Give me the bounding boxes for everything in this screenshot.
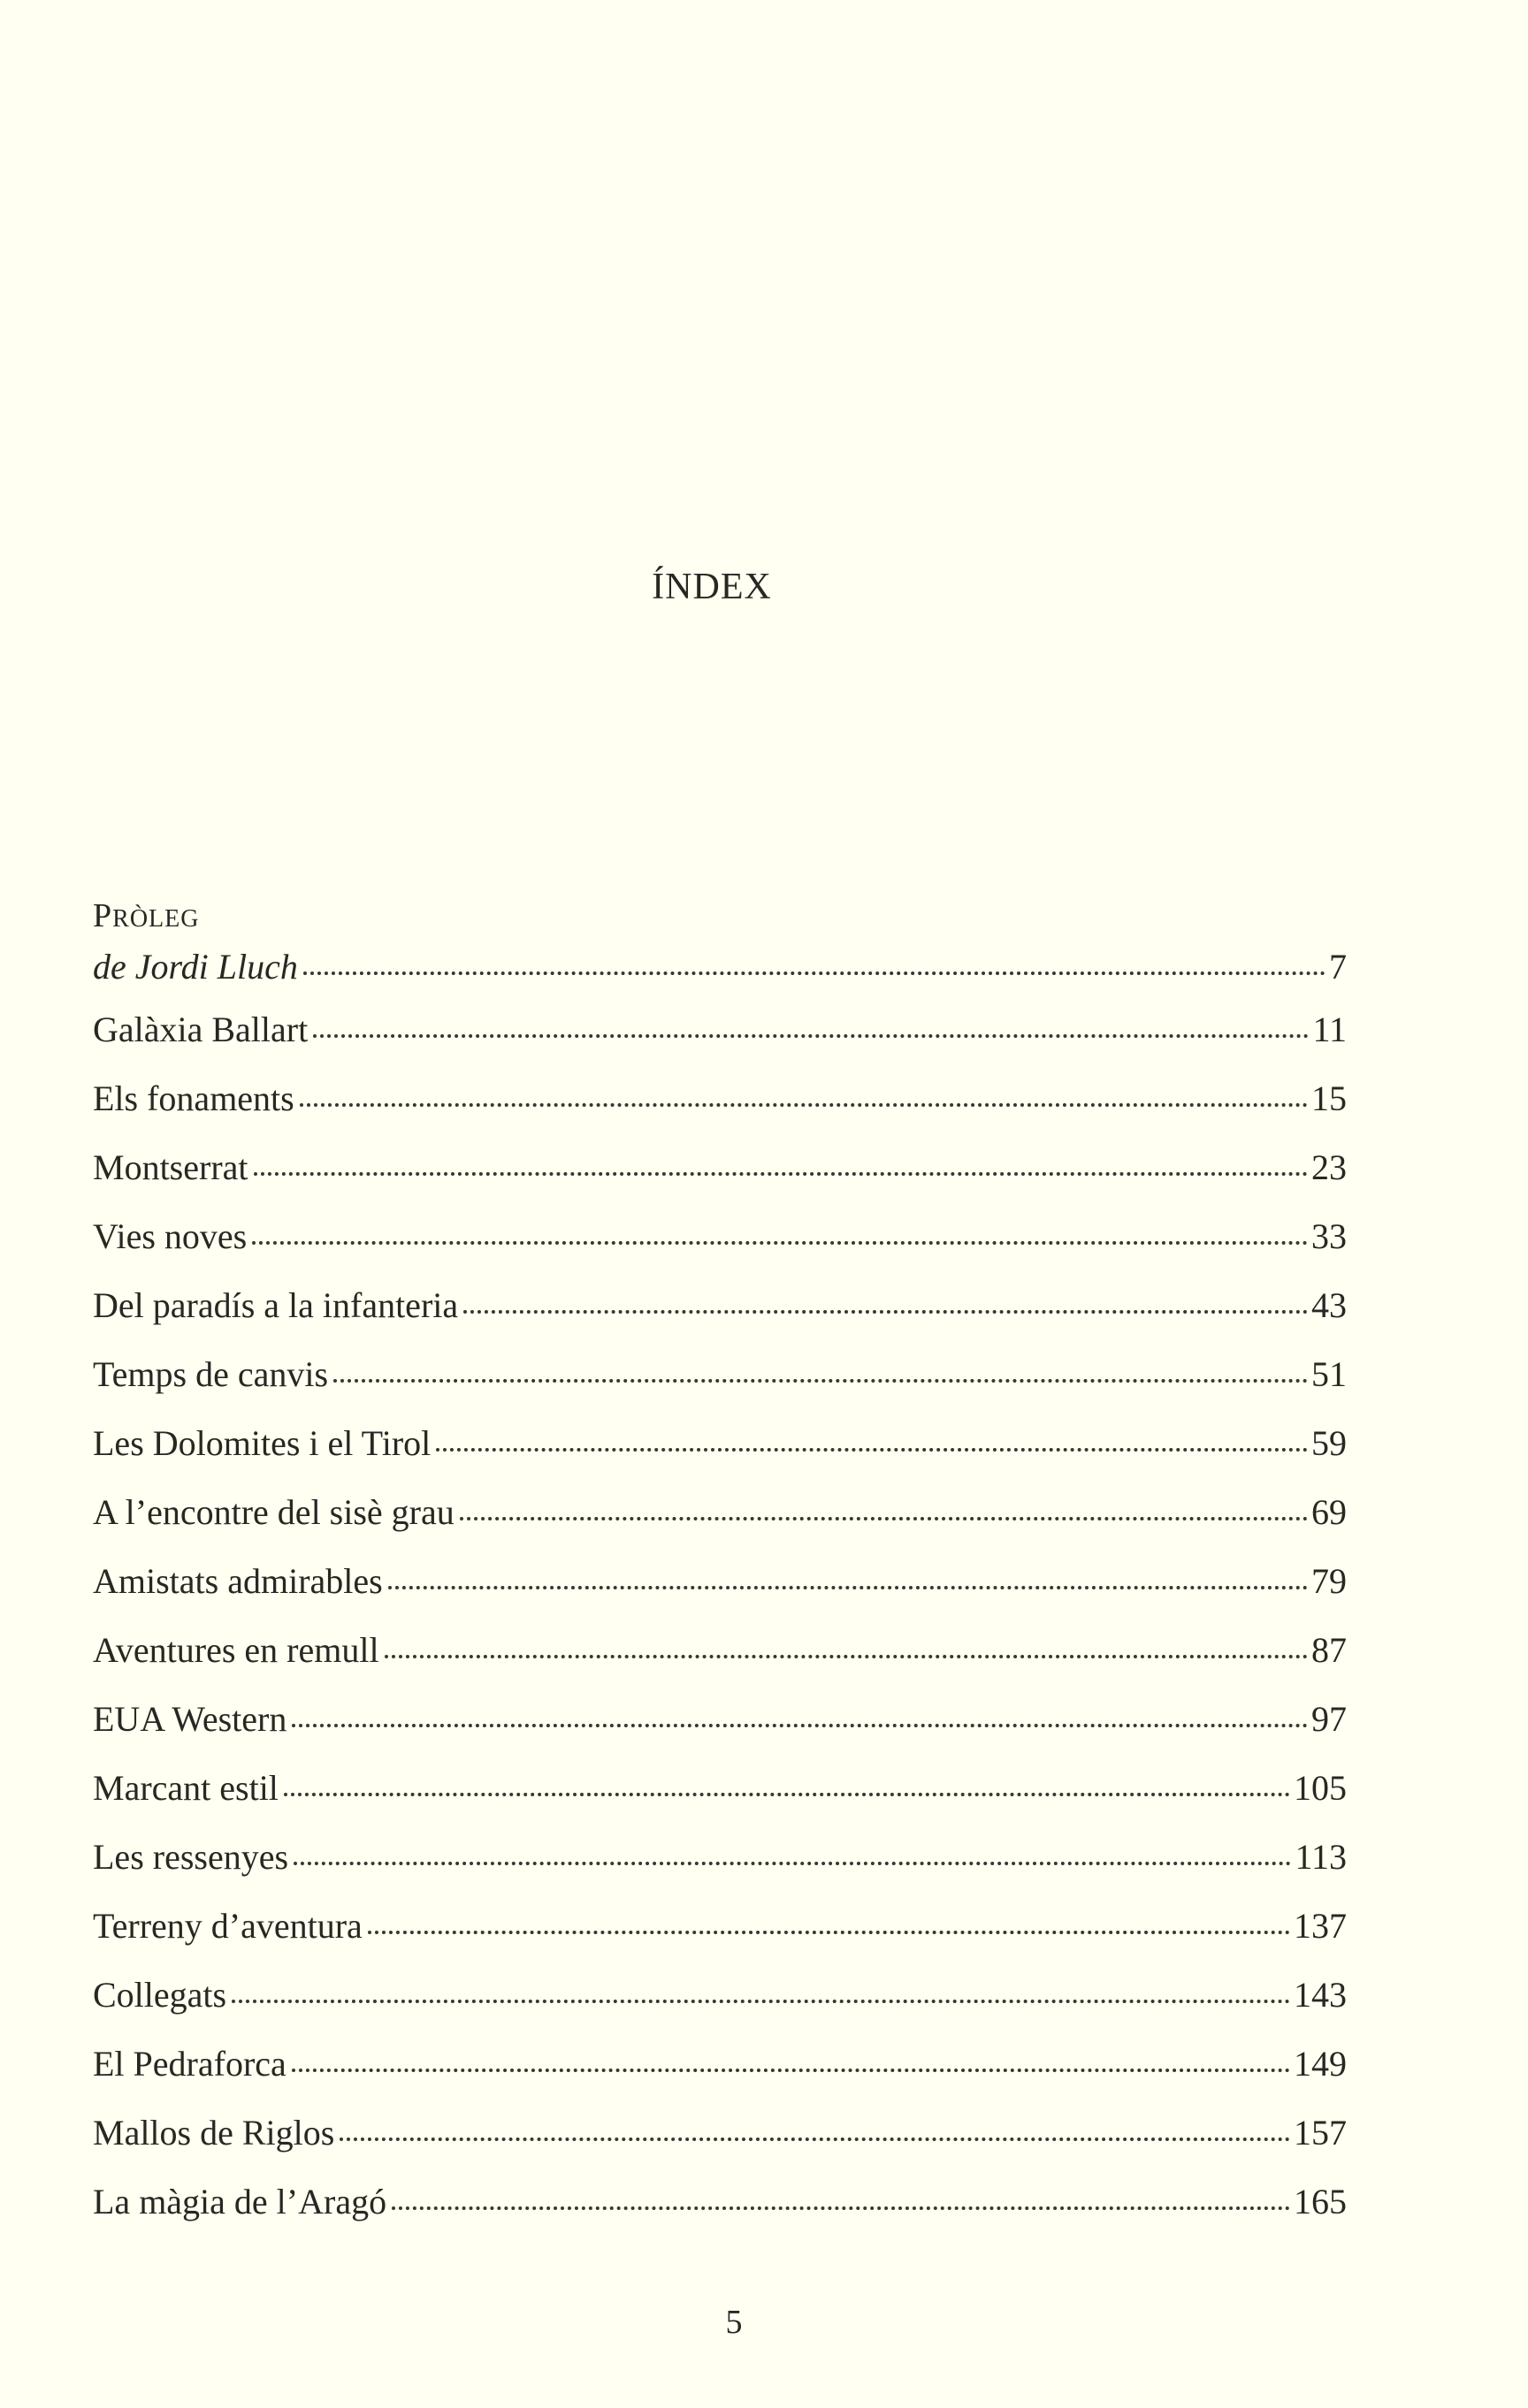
toc-entry-page: 11 xyxy=(1312,1010,1347,1049)
dot-leader xyxy=(333,1379,1308,1383)
toc-entry-page: 7 xyxy=(1329,947,1347,987)
toc-entry-page: 157 xyxy=(1294,2113,1347,2153)
toc-entry-label: A l’encontre del sisè grau xyxy=(93,1492,455,1532)
toc-entry-page: 97 xyxy=(1311,1699,1347,1739)
toc-entry-page: 43 xyxy=(1311,1285,1347,1325)
toc-entry-page: 23 xyxy=(1311,1147,1347,1187)
toc-entry-page: 149 xyxy=(1294,2044,1347,2084)
toc-entry-label: Collegats xyxy=(93,1975,227,2015)
dot-leader xyxy=(313,1034,1309,1038)
toc-entry-label: Vies noves xyxy=(93,1216,248,1256)
toc-entry-page: 105 xyxy=(1294,1768,1347,1808)
dot-leader xyxy=(303,972,1326,975)
index-title: ÍNDEX xyxy=(652,567,772,607)
toc-entry-page: 69 xyxy=(1311,1492,1347,1532)
toc-entry-label: Les ressenyes xyxy=(93,1837,289,1877)
dot-leader xyxy=(284,1793,1290,1796)
toc-entry[interactable] xyxy=(93,1409,1347,1478)
toc-entry[interactable] xyxy=(93,2099,1347,2168)
prologue-heading-initial: P xyxy=(93,897,113,934)
toc-entry-label: Galàxia Ballart xyxy=(93,1010,309,1049)
toc-entry-page: 15 xyxy=(1311,1078,1347,1118)
toc-entry-label: Marcant estil xyxy=(93,1768,279,1808)
dot-leader xyxy=(392,2206,1290,2210)
toc-entry[interactable] xyxy=(93,1892,1347,1961)
toc-entry-page: 87 xyxy=(1311,1630,1347,1670)
table-of-contents xyxy=(93,893,1347,2237)
toc-entry[interactable] xyxy=(93,1961,1347,2030)
toc-entry[interactable] xyxy=(93,1340,1347,1409)
dot-leader xyxy=(254,1172,1308,1176)
toc-entry[interactable] xyxy=(93,2168,1347,2237)
toc-entry-page: 165 xyxy=(1294,2182,1347,2221)
dot-leader xyxy=(463,1310,1308,1314)
toc-entry-label: Temps de canvis xyxy=(93,1354,329,1394)
toc-entry-label: Montserrat xyxy=(93,1147,248,1187)
toc-entry-page: 33 xyxy=(1311,1216,1347,1256)
dot-leader xyxy=(460,1517,1308,1520)
toc-entry-page: 137 xyxy=(1294,1906,1347,1946)
toc-entry-label: Aventures en remull xyxy=(93,1630,379,1670)
toc-entry[interactable] xyxy=(93,2030,1347,2099)
toc-entry[interactable] xyxy=(93,1133,1347,1202)
dot-leader xyxy=(436,1448,1308,1452)
toc-entry-label: Mallos de Riglos xyxy=(93,2113,335,2153)
toc-entry-label: La màgia de l’Aragó xyxy=(93,2182,387,2221)
toc-entry[interactable] xyxy=(93,1202,1347,1271)
toc-entry[interactable] xyxy=(93,1685,1347,1754)
toc-entry-label: de Jordi Lluch xyxy=(93,947,298,987)
prologue-heading xyxy=(93,893,1347,939)
toc-entry-label: Del paradís a la infanteria xyxy=(93,1285,459,1325)
dot-leader xyxy=(300,1103,1308,1107)
dot-leader xyxy=(232,2000,1290,2003)
toc-entry[interactable] xyxy=(93,1478,1347,1547)
toc-entry[interactable] xyxy=(93,1064,1347,1133)
dot-leader xyxy=(385,1655,1308,1658)
toc-entry[interactable] xyxy=(93,1823,1347,1892)
toc-entry-prologue[interactable] xyxy=(93,939,1347,995)
dot-leader xyxy=(340,2137,1290,2141)
toc-entries xyxy=(93,995,1347,2237)
dot-leader xyxy=(292,2069,1290,2072)
toc-entry-page: 143 xyxy=(1294,1975,1347,2015)
toc-entry-label: EUA Western xyxy=(93,1699,287,1739)
dot-leader xyxy=(368,1931,1290,1934)
dot-leader xyxy=(292,1724,1308,1727)
toc-entry-label: Terreny d’aventura xyxy=(93,1906,363,1946)
toc-entry[interactable] xyxy=(93,1547,1347,1616)
dot-leader xyxy=(252,1241,1308,1245)
toc-entry-label: Les Dolomites i el Tirol xyxy=(93,1423,432,1463)
dot-leader xyxy=(388,1586,1308,1589)
toc-entry-label: El Pedraforca xyxy=(93,2044,286,2084)
toc-entry[interactable] xyxy=(93,1616,1347,1685)
toc-entry[interactable] xyxy=(93,995,1347,1064)
toc-entry-page: 51 xyxy=(1311,1354,1347,1394)
dot-leader xyxy=(294,1862,1291,1865)
toc-entry-label: Amistats admirables xyxy=(93,1561,383,1601)
toc-entry-page: 59 xyxy=(1311,1423,1347,1463)
toc-entry-page: 113 xyxy=(1295,1837,1347,1877)
prologue-heading-rest: RÒLEG xyxy=(112,905,200,933)
toc-entry[interactable] xyxy=(93,1754,1347,1823)
toc-entry[interactable] xyxy=(93,1271,1347,1340)
toc-entry-label: Els fonaments xyxy=(93,1078,294,1118)
page-number: 5 xyxy=(725,2304,743,2341)
toc-entry-page: 79 xyxy=(1311,1561,1347,1601)
